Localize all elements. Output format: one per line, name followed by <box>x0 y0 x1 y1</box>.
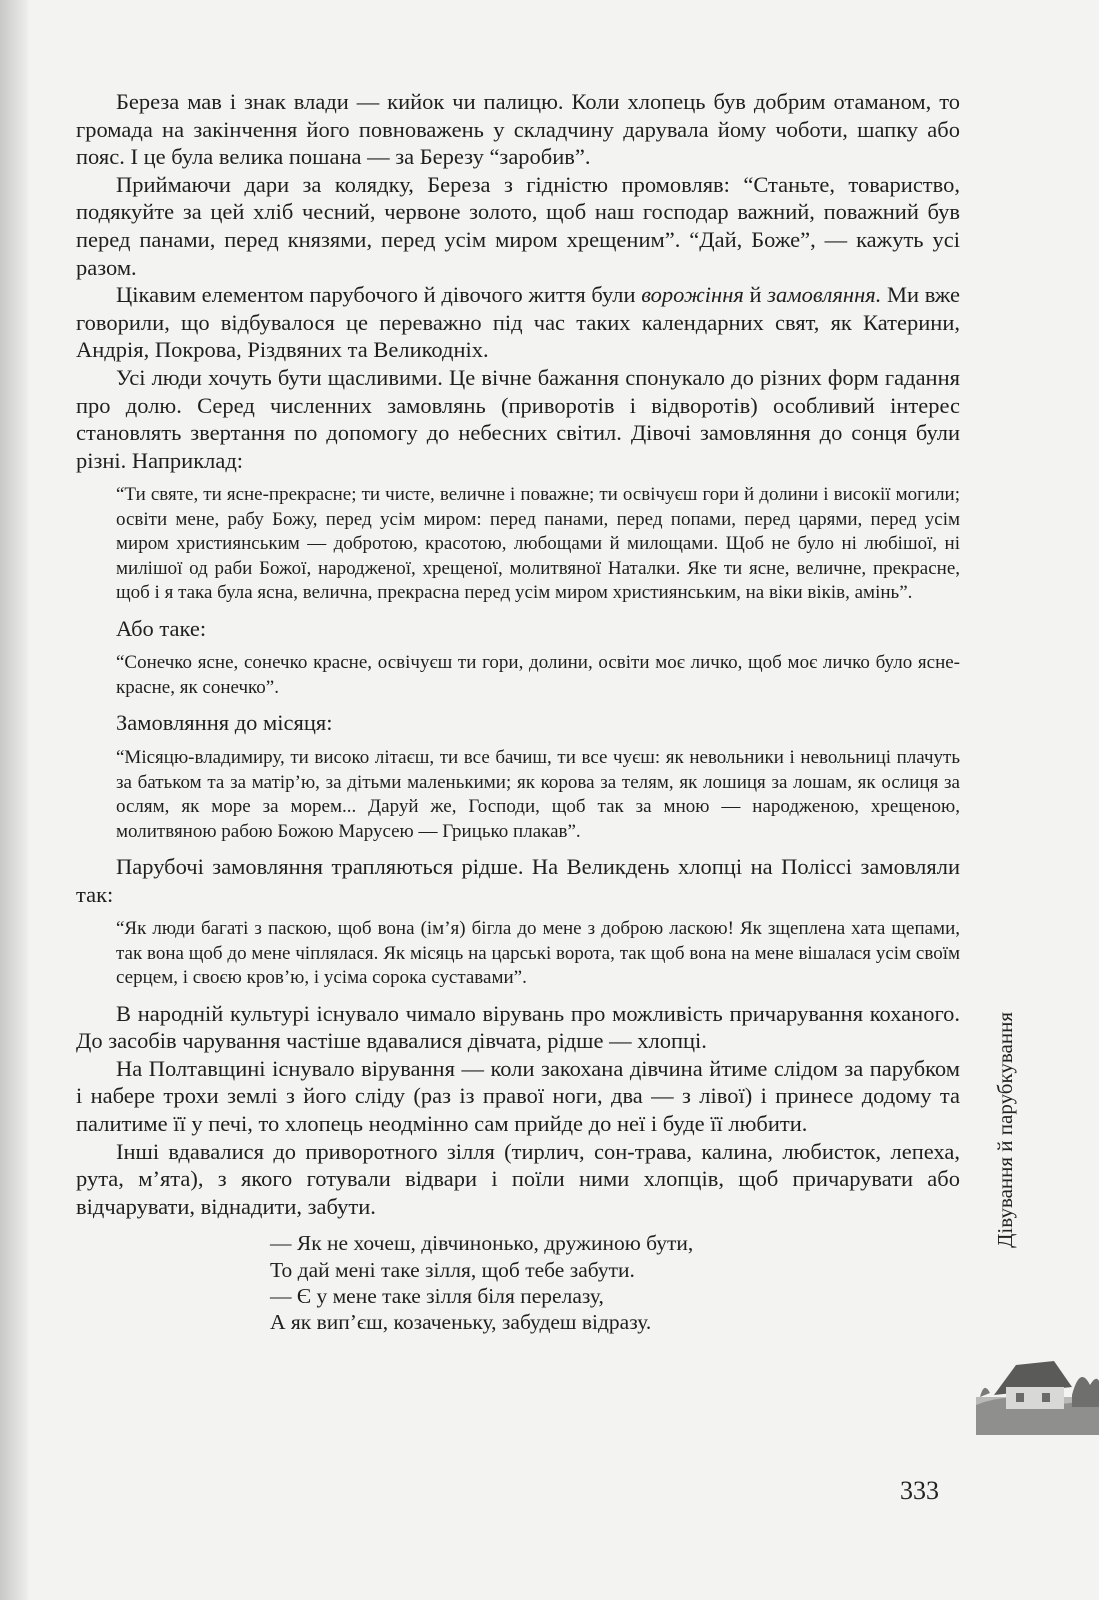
page-body <box>76 88 960 1335</box>
side-chapter-title-text: Дівування й парубкування <box>993 1012 1017 1248</box>
page-edge-shadow <box>0 0 28 1600</box>
poem-line: А як вип’єш, козаченьку, забудеш відразу. <box>270 1310 652 1335</box>
quote-sun-2: “Сонечко ясне, сонечко красне, освічуєш ти гори, долини, освіти моє личко, щоб моє личко було ясне-красне, як сонечко”. <box>116 652 960 698</box>
paragraph-5: Парубочі замовляння трапляються рідше. На Великдень хлопці на Поліссі замовляли так: <box>76 854 960 907</box>
paragraph-6: В народній культурі існувало чимало вірувань про можливість причарування коханого. До засобів чарування частіше вдавалися дівчата, рідше — хлопці. <box>76 1000 960 1054</box>
quote-easter: “Як люди багаті з паскою, щоб вона (ім’я) бігла до мене з доброю ласкою! Як зщеплена хата щепами, так вона щоб до мене чіплялася. Як місяць на царські ворота, так щоб вона на мене вішалася усім своїм серцем, і своєю кров’ю, і усіма сорока суставами”. <box>116 918 960 989</box>
paragraph-4: Усі люди хочуть бути щасливими. Це вічне бажання спонукало до різних форм гадання про долю. Серед численних замовлянь (приворотів і відворотів) особливий інтерес становлять звертання по допомогу до небесних світил. Дівочі замовляння до сонця були різні. Наприклад: <box>76 364 960 473</box>
quote-moon: “Місяцю-владимиру, ти високо літаєш, ти все бачиш, ти все чуєш: як невольники і невольниці плачуть за батьком та за матір’ю, за дітьми маленькими; як корова за телям, як лошиця за лошам, як ослиця за ослям, як море за морем... Даруй же, Господи, щоб так за мною — народженою, хрещеною, молитвяною рабою Божою Марусею — Грицько плакав”. <box>116 747 960 842</box>
poem-line: — Як не хочеш, дівчинонько, дружиною бути, <box>270 1231 694 1256</box>
paragraph-1: Береза мав і знак влади — кийок чи палицю. Коли хлопець був добрим отаманом, то громада на закінчення його повноважень у складчину дарувала йому чоботи, шапку або пояс. І це була велика пошана — за Березу “заробив”. <box>76 89 960 170</box>
paragraph-7: На Полтавщині існувало вірування — коли закохана дівчина йтиме слідом за парубком і набере трохи землі з його сліду (раз із правої ноги, два — з лівої) і принесе додому та палитиме її у печі, то хлопець неодмінно сам прийде до неї і буде її любити. <box>76 1055 960 1137</box>
label-moon-charm: Замовляння до місяця: <box>116 710 333 736</box>
paragraph-3 <box>76 281 960 364</box>
poem-line: То дай мені таке зілля, щоб тебе забути. <box>270 1257 635 1282</box>
label-or-this: Або таке: <box>116 615 207 641</box>
term-zamovliannia: замовляння. <box>767 282 882 308</box>
chapter-thumbnail-illustration <box>976 1335 1099 1435</box>
page-number: 333 <box>900 1476 939 1505</box>
paragraph-8: Інші вдавалися до приворотного зілля (тирлич, сон-трава, калина, любисток, лепеха, рута, м’ята), з якого готували відвари і поїли ними хлопців, щоб причарувати або відчарувати, віднадити, забути. <box>76 1138 960 1219</box>
paragraph-3-end: Ми вже говорили, що відбувалося це переважно під час таких календарних свят, як Катерини, Андрія, Покрова, Різдвяних та Великодніх. <box>76 282 960 363</box>
poem <box>270 1230 960 1335</box>
poem-line: — Є у мене таке зілля біля перелазу, <box>270 1283 604 1308</box>
paragraph-2: Приймаючи дари за колядку, Береза з гідністю промовляв: “Станьте, товариство, подякуйте за цей хліб чесний, червоне золото, щоб наш господар важний, поважний був перед панами, перед князями, перед усім миром хрещеним”. “Дай, Боже”, — кажуть усі разом. <box>76 171 960 280</box>
term-vorozhinnia: ворожіння <box>641 282 744 308</box>
paragraph-3-mid: й <box>743 282 768 308</box>
paragraph-3-start: Цікавим елементом парубочого й дівочого життя були <box>116 282 642 308</box>
quote-sun-1: “Ти святе, ти ясне-прекрасне; ти чисте, величне і поважне; ти освічуєш гори й долини і високії могили; освіти мене, рабу Божу, перед усім миром: перед панами, перед попами, перед царями, перед усім миром християнським — добротою, красотою, любощами й милощами. Щоб не було ні любішої, ні милішої од раби Божої, народженої, хрещеної, молитвяної Наталки. Яке ти ясне, величне, прекрасне, щоб і я така була ясна, велична, прекрасна перед усім миром християнським, на віки віків, амінь”. <box>116 484 960 604</box>
